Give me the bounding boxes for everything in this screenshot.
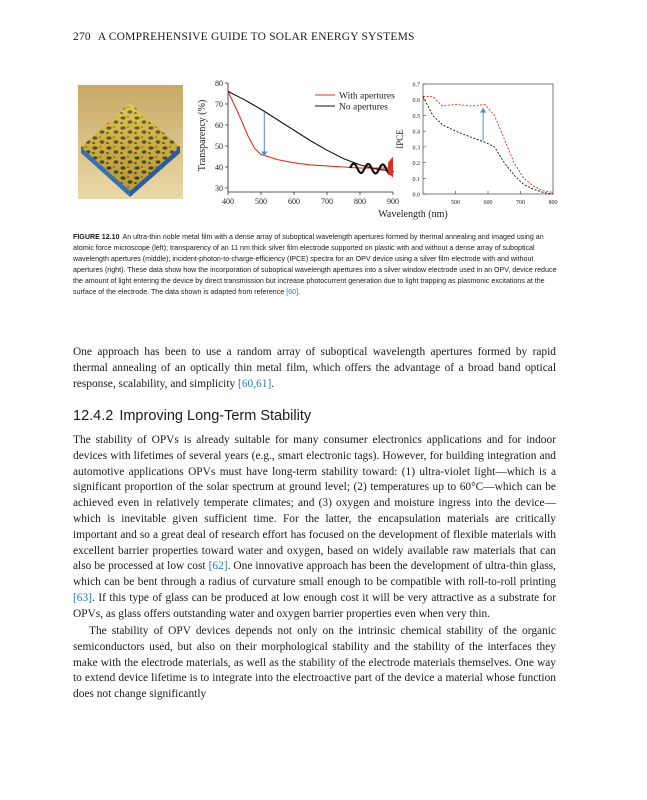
y-tick-label: 0.0 [412, 192, 420, 199]
paragraph-stability [73, 433, 556, 623]
paragraph-text: . If this type of glass can be produced at low enough cost it will be very attractive as a substrate for OPVs, as glass offers outstanding water and oxygen barrier properties even when very thin. [73, 591, 556, 620]
caption-text: An ultra-thin noble metal film with a dense array of suboptical wavelength apertures formed by thermal annealing and imaged using an atomic force microscope (left); transparency of an 11 nm thick silver film electrode supported on plastic with and without a dense array of suboptical wavelength apertures (middle); incident-photon-to-charge-efficiency (IPCE) spectra for an OPV device using a silver film electrode with and without apertures (right). These data show how the incorporation of suboptical wavelength apertures into a silver window electrode used in an OPV, device reduce the amount of light entering the device by direct transmission but increase photocurrent generation due to light trapping as plasmonic excitations at the surface of the electrode. The data shown is adapted from reference [73, 233, 557, 296]
afm-image [78, 85, 183, 199]
paragraph-text: The stability of OPV devices depends not only on the intrinsic chemical stability of the organic semiconductors used, but also on their morphological stability and the stability of the interfaces they make with the electrode materials, as well as the stability of the electrode materials themselves. One way to extend device lifetime is to integrate into the electroactive part of the device a material whose function does not change significantly [73, 625, 556, 701]
series-no-apertures-line [423, 97, 553, 194]
series-with-apertures-line [423, 97, 553, 193]
reference-link[interactable]: [62] [208, 560, 228, 573]
running-title: A COMPREHENSIVE GUIDE TO SOLAR ENERGY SYSTEMS [97, 31, 415, 43]
x-tick-label: 600 [288, 197, 300, 206]
x-tick-label: 800 [548, 200, 558, 206]
x-tick-label: 500 [451, 200, 460, 206]
legend-label: With apertures [339, 91, 395, 102]
plot-frame [423, 84, 553, 194]
paragraph-text: One approach has been to use a random array of suboptical wavelength apertures formed by rapid thermal annealing of an optically thin metal film, which offers the advantage of a broad band optical response, scalability, and simplicity [73, 346, 556, 390]
section-number: 12.4.2 [73, 408, 114, 424]
y-tick-label: 70 [215, 100, 223, 109]
page-number: 270 [73, 31, 91, 43]
running-header [73, 31, 415, 43]
reference-link[interactable]: [63] [73, 591, 92, 604]
y-tick-label: 0.4 [412, 129, 420, 136]
y-tick-label: 80 [215, 79, 223, 88]
y-tick-label: 0.2 [412, 161, 420, 168]
x-tick-label: 800 [354, 197, 366, 206]
x-tick-label: 900 [387, 197, 399, 206]
y-tick-label: 40 [215, 163, 223, 172]
y-axis-label: IPCE [395, 129, 405, 149]
y-tick-label: 0.5 [412, 113, 420, 120]
figure-caption [73, 232, 563, 297]
fringe-oscillation [350, 164, 393, 174]
caption-reference-link[interactable]: [60] [286, 287, 299, 296]
y-tick-label: 0.3 [412, 145, 420, 152]
x-axis-label: Wavelength (nm) [378, 209, 448, 220]
x-tick-label: 600 [483, 200, 493, 206]
section-heading [73, 408, 311, 424]
paragraph-apertures [73, 345, 556, 392]
reference-link[interactable]: [60,61] [238, 377, 272, 390]
caption-end: . [298, 287, 301, 296]
y-tick-label: 0.7 [412, 82, 420, 89]
paragraph-device-stability [73, 624, 556, 703]
ipce-chart-svg [391, 78, 563, 213]
paragraph-end: . [271, 377, 275, 390]
section-title: Improving Long-Term Stability [119, 408, 312, 424]
legend-label: No apertures [339, 102, 388, 113]
y-axis-label: Transparency (%) [197, 99, 208, 172]
ipce-chart [391, 78, 563, 213]
y-tick-label: 0.6 [412, 98, 420, 105]
x-tick-label: 700 [321, 197, 333, 206]
paragraph-text: . One innovative approach has been the development of ultra-thin glass, which can be bent through a radius of curvature small enough to be compatible with roll-to-roll printing [73, 560, 556, 589]
caption-label: FIGURE 12.10 [73, 233, 120, 241]
paragraph-text: The stability of OPVs is already suitable for many consumer electronics applications and for indoor devices with lifetimes of several years (e.g., smart electronic tags). However, for building integration and automotive applications OPVs must have long-term stability toward: (1) ultra-violet light—which is a significant proportion of the solar spectrum at ground level; (2) temperatures up to 60°C—which can be achieved even in relatively temperate climates; and (3) oxygen and moisture ingress into the device—which is inevitable given sufficient time. For the latter, the encapsulation materials are critically important and so a great deal of research effort has focused on the development of flexible materials with excellent barrier properties toward water and oxygen, based on widely available raw materials that can also be processed at low cost [73, 434, 556, 573]
x-tick-label: 500 [255, 197, 267, 206]
y-tick-label: 30 [215, 184, 223, 193]
x-tick-label: 700 [516, 200, 525, 206]
arrow-head [480, 108, 486, 113]
figure-12-10 [73, 78, 563, 228]
x-tick-label: 400 [222, 197, 234, 206]
y-tick-label: 60 [215, 121, 223, 130]
y-tick-label: 0.1 [412, 176, 420, 183]
y-tick-label: 50 [215, 142, 223, 151]
